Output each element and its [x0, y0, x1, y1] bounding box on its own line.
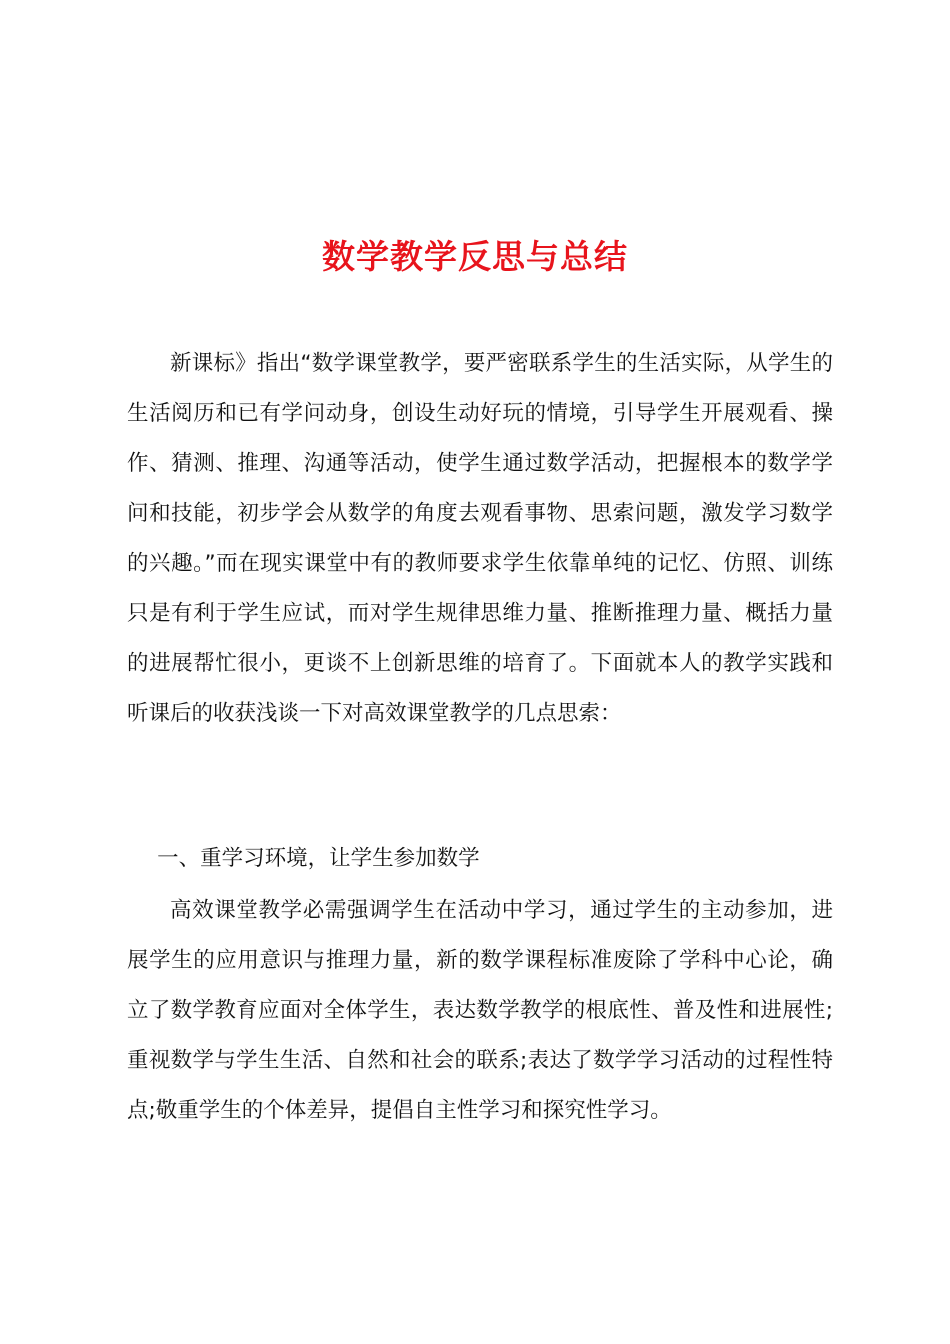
section-heading: 一、重学习环境，让学生参加数学 [157, 846, 480, 871]
intro-paragraph: 新课标》指出“数学课堂教学，要严密联系学生的生活实际，从学生的生活阅历和已有学问动身，创设生动好玩的情境，引导学生开展观看、操作、猜测、推理、沟通等活动，使学生通过数学活动，把握根本的数学学问和技能，初步学会从数学的角度去观看事物、思索问题，激发学习数学的兴趣。”而在现实课堂中有的教师要求学生依靠单纯的记忆、仿照、训练只是有利于学生应试，而对学生规律思维力量、推断推理力量、概括力量的进展帮忙很小，更谈不上创新思维的培育了。下面就本人的教学实践和听课后的收获浅谈一下对高效课堂教学的几点思索： [127, 351, 833, 726]
document-title: 数学教学反思与总结 [322, 237, 628, 277]
section-paragraph: 高效课堂教学必需强调学生在活动中学习，通过学生的主动参加，进展学生的应用意识与推理力量，新的数学课程标准废除了学科中心论，确立了数学教育应面对全体学生，表达数学教学的根底性、普及性和进展性;重视数学与学生生活、自然和社会的联系;表达了数学学习活动的过程性特点;敬重学生的个体差异，提倡自主性学习和探究性学习。 [127, 898, 833, 1123]
